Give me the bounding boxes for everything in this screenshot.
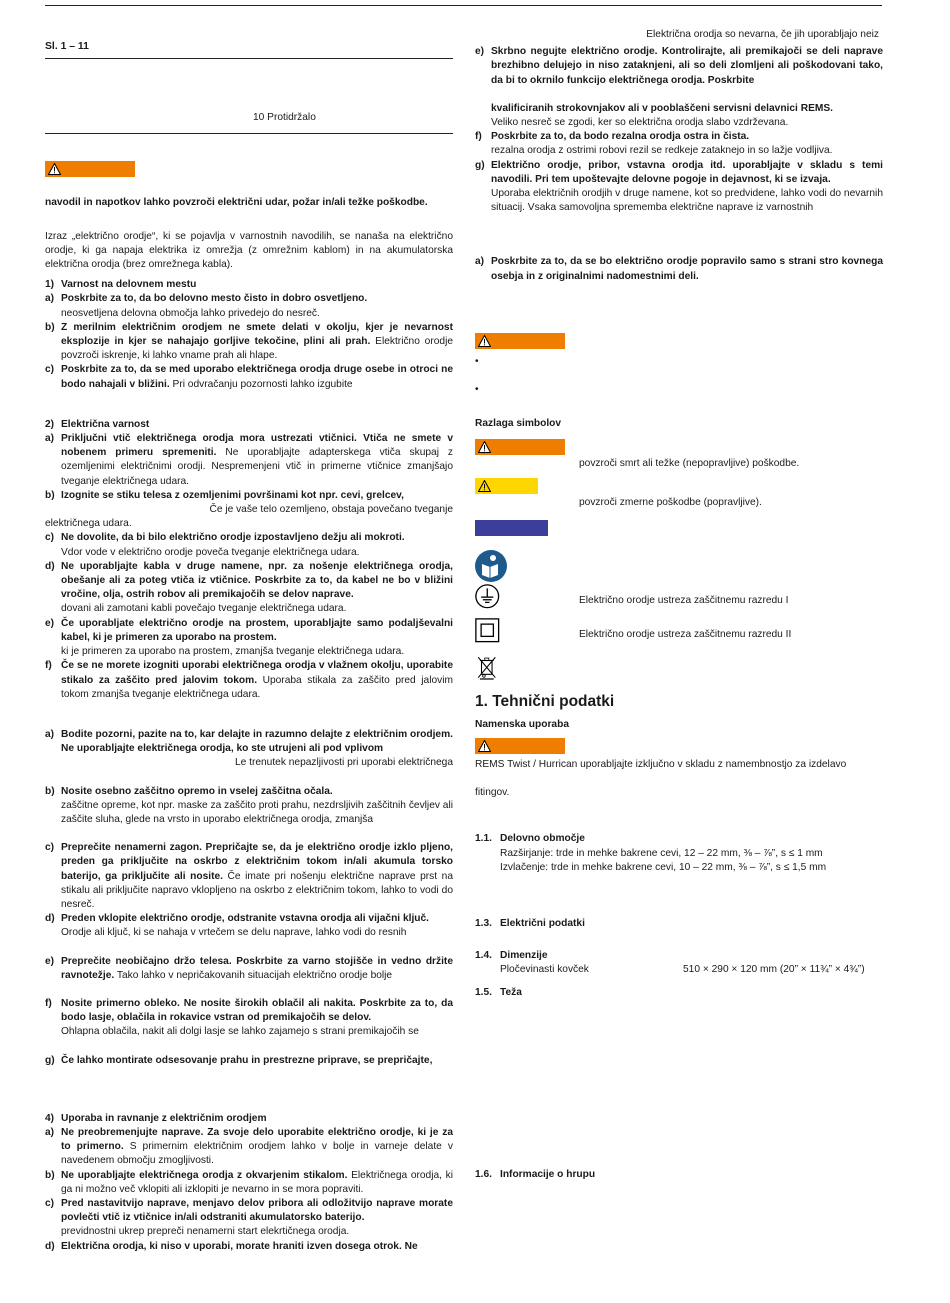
item-text: Ne uporabljajte adapterskega vtiča skupaj z ozemljenimi električnimi orodji. Nespremenjeni vtič in primerne vtičnice zmanjšajo tveganje električnega udara.	[61, 447, 453, 487]
item-text: Orodje ali ključ, ki se nahaja v vrtečem se delu naprave, lahko vodi do resnih	[61, 927, 407, 939]
electrical-data	[475, 917, 883, 931]
warning-triangle-icon	[478, 740, 491, 752]
item-bold: Ne uporabljajte kabla v druge namene, npr. za nošenje električnega orodja, obešanje ali za poteg vtiča iz vtičnice. Poskrbite za to, da kabel ne bo v bližini vročine, olja, ostrih robov ali premikajočih se delov naprave.	[61, 560, 453, 601]
item-text: zaščitne opreme, kot npr. maske za zaščito proti prahu, nezdrsljivih zaščitnih čevljev ali zaščite sluha, glede na vrsto in uporabo električnega orodja, zmanjša	[61, 799, 453, 825]
item-marker: b)	[45, 489, 55, 501]
subsection-title: Delovno območje	[500, 833, 585, 845]
item-text: Uporaba stikala za zaščito pred jalovim tokom zmanjša tveganje električnega udara.	[61, 674, 454, 700]
item-text: Tako lahko v nepričakovanih situacijah električno orodje bolje	[114, 969, 393, 981]
dimensions	[475, 949, 883, 977]
top-rule	[45, 5, 882, 6]
warning-triangle-icon	[478, 441, 491, 453]
section-number: 2)	[45, 418, 55, 430]
item-marker: a)	[45, 728, 55, 740]
right-column	[475, 28, 883, 1182]
subsection-title: Informacije o hrupu	[500, 1168, 596, 1180]
item-bold: Poskrbite za to, da se med uporabo električnega orodja druge osebe in otroci ne bodo nahajali v bližini.	[61, 364, 453, 390]
item-marker: g)	[475, 159, 485, 171]
item-text: Če imate pri nošenju električne naprave prst na stikalu ali priključite napravo vklopljeno na oskrbo z električnim tokom, lahko to vodi do nesreč.	[61, 870, 453, 910]
caution-symbol-text: povzroči zmerne poškodbe (popravljive).	[579, 496, 762, 508]
item-text: električnega udara.	[45, 518, 132, 530]
item-bold: Električna orodja, ki niso v uporabi, morate hraniti izven dosega otrok. Ne	[61, 1240, 418, 1252]
item-marker: c)	[45, 364, 55, 376]
item-bold: Nosite osebno zaščitno opremo in vselej zaščitna očala.	[61, 785, 333, 797]
warning-banner-2	[475, 333, 565, 349]
item-marker: a)	[45, 433, 55, 445]
item-text: Ohlapna oblačila, nakit ali dolgi lasje se lahko zajamejo s strani premikajočih se	[61, 1026, 419, 1038]
warning-banner	[45, 161, 135, 177]
item-text: Pri odvračanju pozornosti lahko izgubite	[169, 378, 353, 390]
item-marker: c)	[45, 842, 55, 854]
warning-text: navodil in napotkov lahko povzroči električni udar, požar in/ali težke poškodbe.	[45, 197, 428, 209]
double-insulation-symbol	[475, 618, 883, 652]
item-bold: Preprečite neobičajno držo telesa. Poskrbite za varno stojišče in vedno držite ravnotežje.	[61, 955, 453, 981]
item-text: previdnostni ukrep prepreči nenamerni start elekrtičnega orodja.	[61, 1226, 350, 1238]
section-title: Varnost na delovnem mestu	[61, 279, 197, 291]
item-marker: b)	[45, 321, 55, 333]
intended-use-text-2: fitingov.	[475, 787, 510, 799]
dimension-label: Pločevinasti kovček	[500, 964, 589, 976]
item-bold: Preden vklopite električno orodje, odstranite vstavna orodja ali vijačni ključ.	[61, 913, 429, 925]
item-marker: c)	[45, 532, 55, 544]
item-bold: Električno orodje, pribor, vstavna orodja itd. uporabljajte v skladu s temi navodili. Pri tem upoštevajte delovne pogoje in dejavnost, ki se izvaja.	[491, 159, 883, 185]
item-text: neosvetljena delovna območja lahko privedejo do nesreč.	[61, 307, 320, 319]
notice-symbol-bar	[475, 520, 548, 536]
section-personal-safety	[45, 728, 453, 1068]
subsection-number: 1.6.	[475, 1168, 492, 1180]
class2-text: Električno orodje ustreza zaščitnemu razredu II	[579, 628, 792, 640]
item-marker: f)	[45, 997, 52, 1009]
section-number: 1)	[45, 279, 55, 291]
item-text: Veliko nesreč se zgodi, ker so električna orodja slabo vzdrževana.	[491, 117, 789, 129]
figure-label: Sl. 1 – 11	[45, 41, 89, 52]
header-text: Električna orodja so nevarna, če jih uporabljajo neiz	[646, 29, 879, 40]
protective-earth-symbol	[475, 584, 883, 618]
section-electrical-safety	[45, 418, 453, 702]
section-title: Električna varnost	[61, 418, 150, 430]
item-marker: d)	[45, 1240, 55, 1252]
item-marker: a)	[475, 256, 485, 268]
item-bold: Poskrbite za to, da se bo električno orodje popravilo samo s strani stro kovnega osebja in z originalnimi nadomestnimi deli.	[491, 256, 883, 282]
class1-text: Električno orodje ustreza zaščitnemu razredu I	[579, 594, 789, 606]
double-insulation-icon	[475, 618, 503, 646]
bullet-1: •	[475, 355, 479, 367]
subsection-number: 1.5.	[475, 986, 492, 998]
bullet-2: •	[475, 384, 479, 396]
item-text: Električnega orodja, ki ga ni možno več vklopiti ali izklopiti je nevarno in se mora popraviti.	[61, 1169, 453, 1195]
section-workplace	[45, 278, 453, 392]
item-text-right: Če je vaše telo ozemljeno, obstaja povečano tveganje	[209, 504, 453, 516]
section-number: 4)	[45, 1112, 55, 1124]
item-bold: Če lahko montirate odsesovanje prahu in prestrezne priprave, se prepričajte,	[61, 1054, 433, 1066]
item-marker: d)	[45, 913, 55, 925]
read-manual-symbol	[475, 550, 883, 584]
warning-triangle-icon	[478, 335, 491, 347]
item-bold: Pred nastavitvijo naprave, menjavo delov pribora ali odložitvijo naprave morate povlečti vtič iz vtičnice in/ali odstraniti akumulatorsko baterijo.	[61, 1197, 453, 1224]
item-bold: Poskrbite za to, da bo delovno mesto čisto in dobro osvetljeno.	[61, 293, 368, 305]
item-bold: Izognite se stiku telesa z ozemljenimi površinami kot npr. cevi, grelcev,	[61, 489, 404, 501]
item-bold: Z merilnim električnim orodjem ne smete delati v okolju, kjer je nevarnost eksplozije in kjer se nahajajo gorljive tekočine, plini ali prah.	[61, 321, 453, 348]
item-bold: Skrbno negujte električno orodje. Kontrolirajte, ali premikajoči se deli naprave brezhibno delujejo in niso zataknjeni, ali so deli zlomljeni ali poškodovani tako, da bi to okrnilo funkcijo električnega orodja. Poskrbite	[491, 46, 883, 86]
figure-rule	[45, 58, 453, 59]
working-range	[475, 832, 883, 875]
item-bold: Priključni vtič električnega orodja mora ustrezati vtičnici. Vtiča ne smete v nobenem primeru spremeniti.	[61, 433, 453, 459]
section-tool-use	[45, 1112, 453, 1254]
item-marker: a)	[45, 1126, 55, 1138]
caution-symbol-bar	[475, 478, 538, 494]
item-marker: f)	[475, 131, 482, 143]
item-marker: d)	[45, 560, 55, 572]
range-expanding: Razširjanje: trde in mehke bakrene cevi, 12 – 22 mm, ⅜ – ⅞”, s ≤ 1 mm	[500, 847, 823, 859]
item-bold: Ne preobremenjujte naprave. Za svoje delo uporabite električno orodje, ki je za to primerno.	[61, 1126, 453, 1153]
symbols-title: Razlaga simbolov	[475, 418, 562, 430]
item-marker: c)	[45, 1197, 55, 1209]
intended-use-text: REMS Twist / Hurrican uporabljajte izključno v skladu z namembnostjo za izdelavo	[475, 759, 847, 771]
item-marker: e)	[475, 46, 485, 58]
item-text: Električno orodje povzroči iskrenje, ki lahko vname prah ali hlape.	[61, 336, 453, 362]
subsection-title: Teža	[500, 986, 522, 998]
item-marker: e)	[45, 617, 55, 629]
item-bold: Če se ne morete izogniti uporabi električnega orodja v vlažnem okolju, uporabite stikalo za zaščito pred jalovim tokom.	[61, 660, 453, 686]
item-text: Uporaba električnih orodjih v druge namene, kot so predvidene, lahko vodi do nevarnih situacij. Vsaka samovoljna sprememba električne naprave iz varnostnih	[491, 188, 883, 214]
item-marker: e)	[45, 955, 55, 967]
item-bold: Preprečite nenamerni zagon. Prepričajte se, da je električno orodje izklo pljeno, preden ga priključite na oskrbo z električnim tokom in/ali akumula torsko baterijo, ga priključite ali nosite.	[61, 842, 453, 882]
item-text-right: Le trenutek nepazljivosti pri uporabi električnega	[234, 757, 453, 769]
item-text: rezalna orodja z ostrimi robovi rezil se redkeje zataknejo in so lažje vodljiva.	[491, 145, 833, 157]
subsection-title: Dimenzije	[500, 950, 548, 962]
item-text: dovani ali zamotani kabli povečajo tveganje električnega udara.	[61, 603, 347, 615]
item-text: Vdor vode v električno orodje poveča tveganje električnega udara.	[61, 546, 360, 558]
read-manual-icon	[475, 550, 507, 582]
protective-earth-icon	[475, 584, 503, 612]
caution-triangle-icon	[478, 480, 491, 492]
warning-symbol-text: povzroči smrt ali težke (nepopravljive) poškodbe.	[579, 458, 800, 470]
caption-rule	[45, 133, 453, 134]
intended-use-title: Namenska uporaba	[475, 718, 569, 730]
subsection-number: 1.1.	[475, 833, 492, 845]
item-bold: Ne dovolite, da bi bilo električno orodje izpostavljeno dežju ali mokroti.	[61, 532, 405, 544]
section-title: Uporaba in ravnanje z električnim orodjem	[61, 1112, 267, 1124]
item-bold: Nosite primerno obleko. Ne nosite širokih oblačil ali nakita. Poskrbite za to, da bodo lasje, oblačila in rokavice vstran od premikajočih se delov.	[61, 997, 453, 1024]
figure-caption: 10 Protidržalo	[253, 112, 316, 124]
weee-bin-icon	[475, 652, 501, 682]
weight	[475, 986, 883, 1000]
item-marker: f)	[45, 660, 52, 672]
item-marker: b)	[45, 785, 55, 797]
item-bold: Ne uporabljajte električnega orodja z okvarjenim stikalom.	[61, 1169, 348, 1181]
item-marker: a)	[45, 293, 55, 305]
warning-triangle-icon	[48, 163, 61, 175]
item-bold: kvalificiranih strokovnjakov ali v pooblaščeni servisni delavnici REMS.	[491, 102, 833, 114]
left-column	[45, 40, 453, 1254]
dimension-value: 510 × 290 × 120 mm (20” × 11¾” × 4¾”)	[683, 964, 865, 976]
item-marker: g)	[45, 1054, 55, 1066]
intro-paragraph: Izraz „električno orodje“, ki se pojavlja v varnostnih navodilih, se nanaša na električno orodje, ki ga napaja elektrika iz omrežja (z omrežnim kablom) in na akumulatorska električna orodja (brez omrežnega kabla).	[45, 230, 453, 271]
weee-symbol	[475, 652, 883, 686]
service-item	[475, 255, 883, 283]
item-marker: b)	[45, 1169, 55, 1181]
subsection-title: Električni podatki	[500, 918, 585, 930]
warning-symbol-bar	[475, 439, 565, 455]
tech-data-heading: 1. Tehnični podatki	[475, 692, 615, 710]
subsection-number: 1.3.	[475, 918, 492, 930]
warning-banner-3	[475, 738, 565, 754]
item-bold: Poskrbite za to, da bodo rezalna orodja ostra in čista.	[491, 131, 750, 143]
item-text: ki je primeren za uporabo na prostem, zmanjša tveganje električnega udara.	[61, 646, 405, 658]
range-extracting: Izvlačenje: trde in mehke bakrene cevi, 10 – 22 mm, ⅜ – ⅞”, s ≤ 1,5 mm	[500, 861, 827, 873]
item-bold: Če uporabljate električno orodje na prostem, uporabljajte samo podaljševalni kabel, ki je primeren za uporabo na prostem.	[61, 617, 453, 643]
subsection-number: 1.4.	[475, 950, 492, 962]
item-text: S primernim električnim orodjem lahko v bolje in varneje delate v navedenem območju zmogljivosti.	[61, 1141, 453, 1167]
item-bold: Bodite pozorni, pazite na to, kar delajte in razumno delajte z električnim orodjem. Ne uporabljajte električnega orodja, ko ste utrujeni ali pod vplivom	[61, 728, 453, 755]
noise-info	[475, 1168, 883, 1182]
